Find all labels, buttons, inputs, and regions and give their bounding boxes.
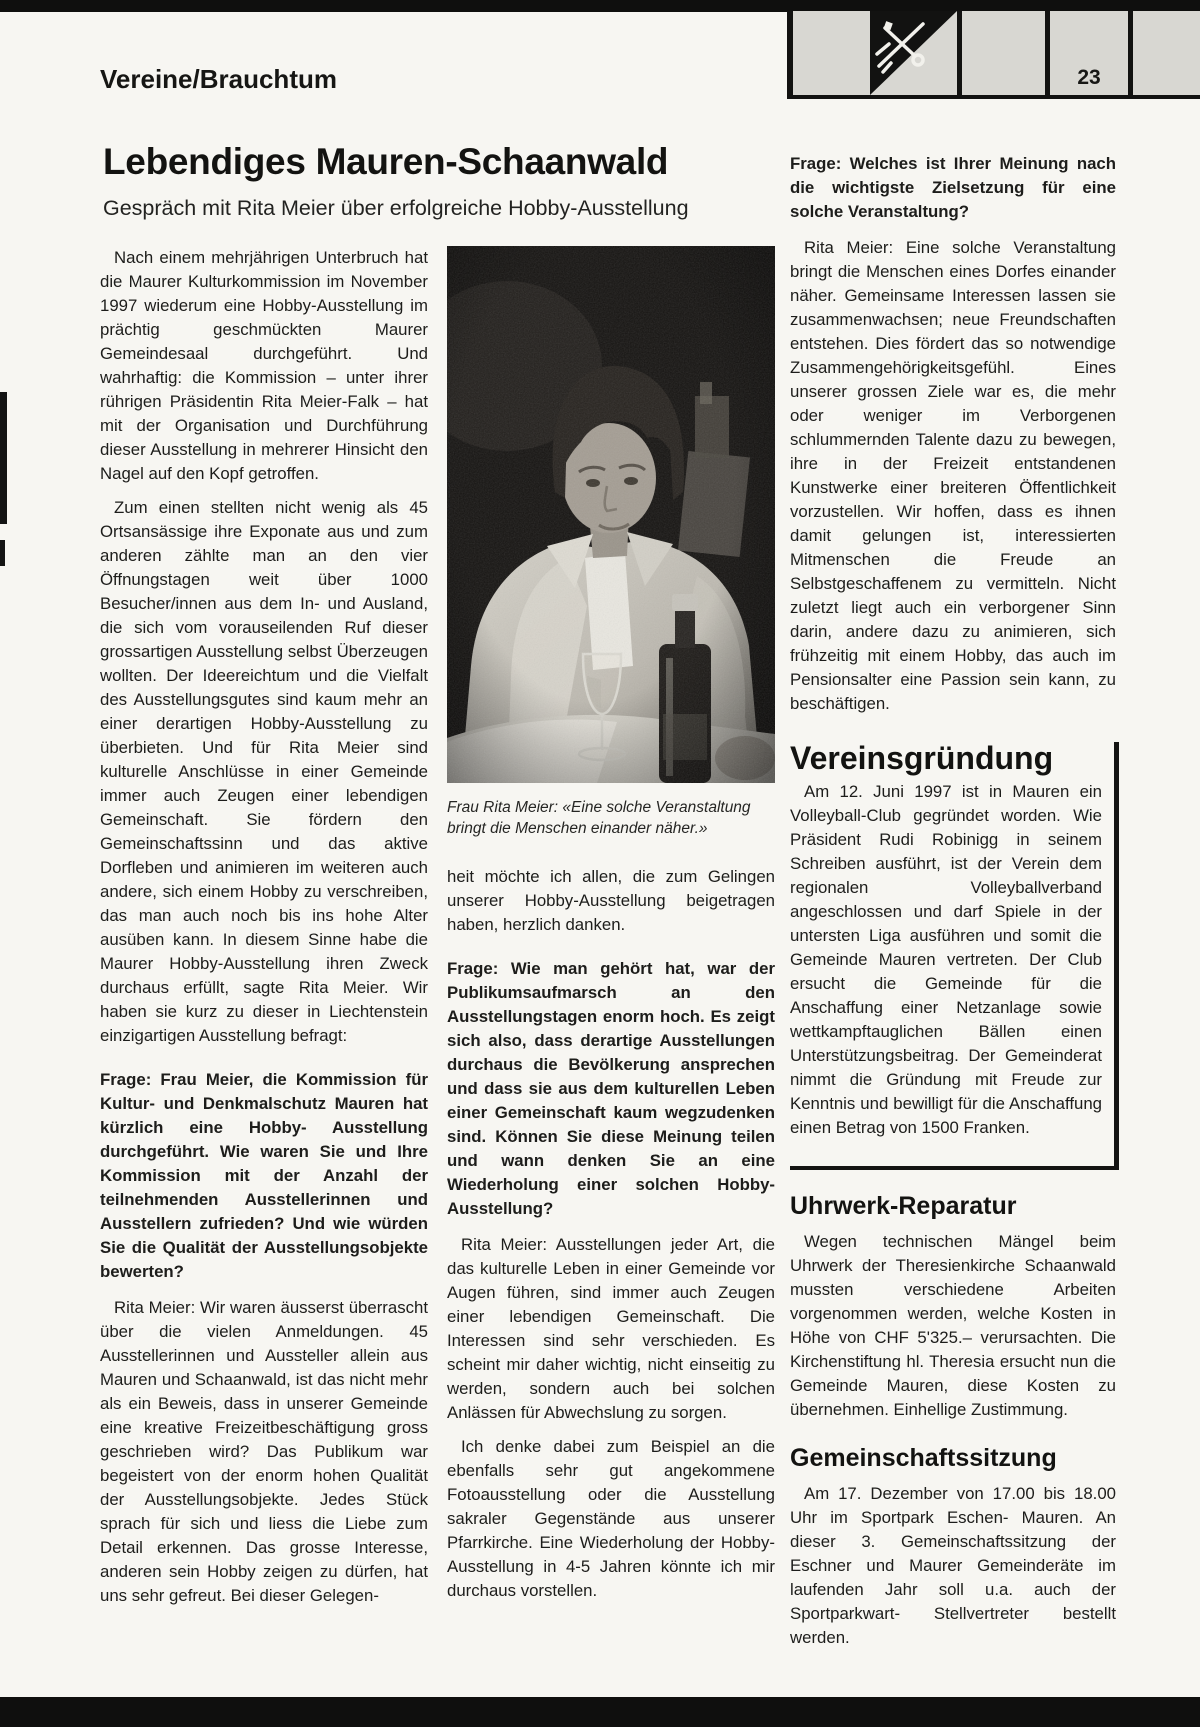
news-section-title: Uhrwerk-Reparatur: [790, 1192, 1017, 1220]
interview-answer: Ich denke dabei zum Beispiel an die ebenfalls sehr gut angekommene Fotoausstellung oder die Ausstellung sakraler Gegenstände aus unserer Pfarrkirche. Eine Wiederholung der Hobby-Ausstellung in 4-5 Jahren könnte ich mir durchaus vorstellen.: [447, 1437, 775, 1600]
news-section-uhrwerk: [790, 1194, 1116, 1422]
header-band: [787, 11, 1200, 95]
bottom-black-bar: [0, 1697, 1200, 1727]
scissors-pen-icon: [873, 16, 933, 76]
interview-answer: Rita Meier: Wir waren äusserst überrascht über die vielen Anmeldungen. 45 Ausstellerinnen und Aussteller allein aus Mauren und Schaanwald, ist das nicht mehr als ein Beweis, dass in unserer Gemeinde eine kreative Freizeitbeschäftigung gross geschrieben wird? Das Publikum war begeistert von der enorm hohen Qualität der Ausstellungsobjekte. Jedes Stück sprach für sich und liess die Liebe zum Detail erkennen. Das grosse Interesse, anderen sein Hobby zeigen zu dürfen, hat uns sehr gefreut. Bei dieser Gelegen-: [100, 1298, 428, 1605]
interview-answer: Rita Meier: Eine solche Veranstaltung bringt die Menschen eines Dorfes einander näher. Gemeinsame Interessen lassen sie zusammenwachsen; neue Freundschaften entstehen. Dies fördert das so notwendige Zusammengehörigkeitsgefühl. Eines unserer grossen Ziele war es, die mehr oder weniger im Verborgenen schlummernden Talente dazu zu bewegen, ihre in der Freizeit entstandenen Kunstwerke einer breiteren Öffentlichkeit vorzustellen. Wir hoffen, dass es ihnen damit gelungen ist, interessierten Mitmenschen die Freude an Selbstgeschaffenem zu vermitteln. Nicht zuletzt liegt auch ein verborgener Sinn darin, andere dazu zu animieren, sich frühzeitig mit einem Hobby, das auch im Pensionsalter eine Passion sein kann, zu beschäftigen.: [790, 238, 1116, 713]
photo-rita-meier: [447, 246, 775, 783]
interview-question: Frage: Frau Meier, die Kommission für Kultur- und Denkmalschutz Mauren hat kürzlich eine Hobby- Ausstellung durchgeführt. Wie waren Sie und Ihre Kommission mit der Anzahl der teilnehmenden Ausstellerinnen und Ausstellern zufrieden? Und wie würden Sie die Qualität der Ausstellungsobjekte bewerten?: [100, 1070, 428, 1281]
news-box-title: Vereinsgründung: [790, 740, 1054, 776]
band-divider: [1128, 11, 1133, 95]
header-rule: [787, 95, 1200, 99]
article-title: Lebendiges Mauren-Schaanwald: [103, 141, 669, 182]
news-box-vereinsgruendung: [790, 742, 1119, 1170]
interview-question: Frage: Wie man gehört hat, war der Publikumsaufmarsch an den Ausstellungstagen enorm hoch. Es zeigt sich also, dass derartige Ausstellungen durchaus die Bevölkerung ansprechen und dass sie aus dem kulturellen Leben einer Gemeinschaft kaum wegzudenken sind. Können Sie diese Meinung teilen und wann denken Sie an eine Wiederholung einer solchen Hobby-Ausstellung?: [447, 959, 775, 1218]
left-column: [100, 246, 428, 1618]
band-divider: [957, 11, 962, 95]
news-section-body: Am 17. Dezember von 17.00 bis 18.00 Uhr im Sportpark Eschen- Mauren. An dieser 3. Gemeinschaftssitzung der Eschner und Maurer Gemeinderäte im laufenden Jahr soll u.a. auch der Sportparkwart- Stellvertreter bestellt werden.: [790, 1484, 1116, 1647]
paragraph: heit möchte ich allen, die zum Gelingen unserer Hobby-Ausstellung beigetragen haben, herzlich danken.: [447, 867, 775, 934]
page-number: 23: [1077, 66, 1101, 89]
photo-caption: Frau Rita Meier: «Eine solche Veranstaltung bringt die Menschen einander näher.»: [447, 799, 751, 837]
band-divider: [787, 11, 793, 95]
news-section-body: Wegen technischen Mängel beim Uhrwerk der Theresienkirche Schaanwald mussten verschiedene Arbeiten vorgenommen werden, welche Kosten in Höhe von CHF 5'325.– verursachten. Die Kirchenstiftung hl. Theresia ersucht nun die Gemeinde Mauren, diese Kosten zu übernehmen. Einhellige Zustimmung.: [790, 1232, 1116, 1419]
paragraph: Zum einen stellten nicht wenig als 45 Ortsansässige ihre Exponate aus und zum anderen zählte man an den vier Öffnungstagen weit über 1000 Besucher/innen aus dem In- und Ausland, die sich vom vorauseilenden Ruf dieser grossartigen Ausstellung selbst Überzeugen wollten. Der Ideereichtum und die Vielfalt des Ausstellungsgutes sind kaum mehr an einer derartigen Hobby-Ausstellung zu überbieten. Und für Rita Meier sind kulturelle Anschlüsse in einer Gemeinde immer auch Zeugen einer lebendigen Gemeinschaft. Sie fördern den Gemeinschaftssinn und das aktive Dorfleben und animieren im weiteren auch andere, sich einem Hobby zu verschreiben, das man auch noch bis ins hohe Alter ausüben kann. In diesem Sinne habe die Maurer Hobby-Ausstellung ihren Zweck durchaus erfüllt, sagte Rita Meier. Wir haben sie kurz zu dieser in Liechtenstein einzigartigen Ausstellung befragt:: [100, 498, 428, 1045]
section-header: Vereine/Brauchtum: [100, 64, 337, 94]
middle-column: [447, 246, 775, 1613]
scan-artifact: [0, 540, 5, 566]
photo-illustration: [447, 246, 775, 783]
interview-answer: Rita Meier: Ausstellungen jeder Art, die das kulturelle Leben in einer Gemeinde vor Augen führen, sind immer auch Zeugen einer lebendigen Gemeinschaft. Die Interessen sind sehr verschieden. Es scheint mir daher wichtig, nicht einseitig zu werden, sondern auch bei solchen Anlässen für Abwechslung zu sorgen.: [447, 1235, 775, 1422]
paragraph: Nach einem mehrjährigen Unterbruch hat die Maurer Kulturkommission im November 1997 wiederum eine Hobby-Ausstellung im prächtig geschmückten Maurer Gemeindesaal durchgeführt. Und wahrhaftig: die Kommission – unter ihrer rührigen Präsidentin Rita Meier-Falk – hat mit der Organisation und Durchführung dieser Ausstellung in mehrerer Hinsicht den Nagel auf den Kopf getroffen.: [100, 248, 428, 483]
news-section-gemeinschaftssitzung: [790, 1446, 1116, 1650]
article-header: [103, 142, 763, 221]
news-section-title: Gemeinschaftssitzung: [790, 1444, 1057, 1472]
interview-question: Frage: Welches ist Ihrer Meinung nach die wichtigste Zielsetzung für eine solche Veranstaltung?: [790, 154, 1116, 221]
scan-artifact: [0, 392, 7, 524]
right-column: [790, 152, 1116, 1660]
news-box-body: Am 12. Juni 1997 ist in Mauren ein Volleyball-Club gegründet worden. Wie Präsident Rudi Robinigg in seinem Schreiben ausführt, ist der Verein dem regionalen Volleyballverband angeschlossen und darf Spiele in der untersten Liga ausführen und somit die Gemeinde Mauren vertreten. Der Club ersucht die Gemeinde für die Anschaffung einer Netzanlage sowie wettkampftauglichen Bällen einen Unterstützungsbeitrag. Der Gemeinderat nimmt die Gründung mit Freude zur Kenntnis und bewilligt für die Anschaffung einen Betrag von 1500 Franken.: [790, 782, 1102, 1137]
article-subtitle: Gespräch mit Rita Meier über erfolgreiche Hobby-Ausstellung: [103, 195, 689, 220]
